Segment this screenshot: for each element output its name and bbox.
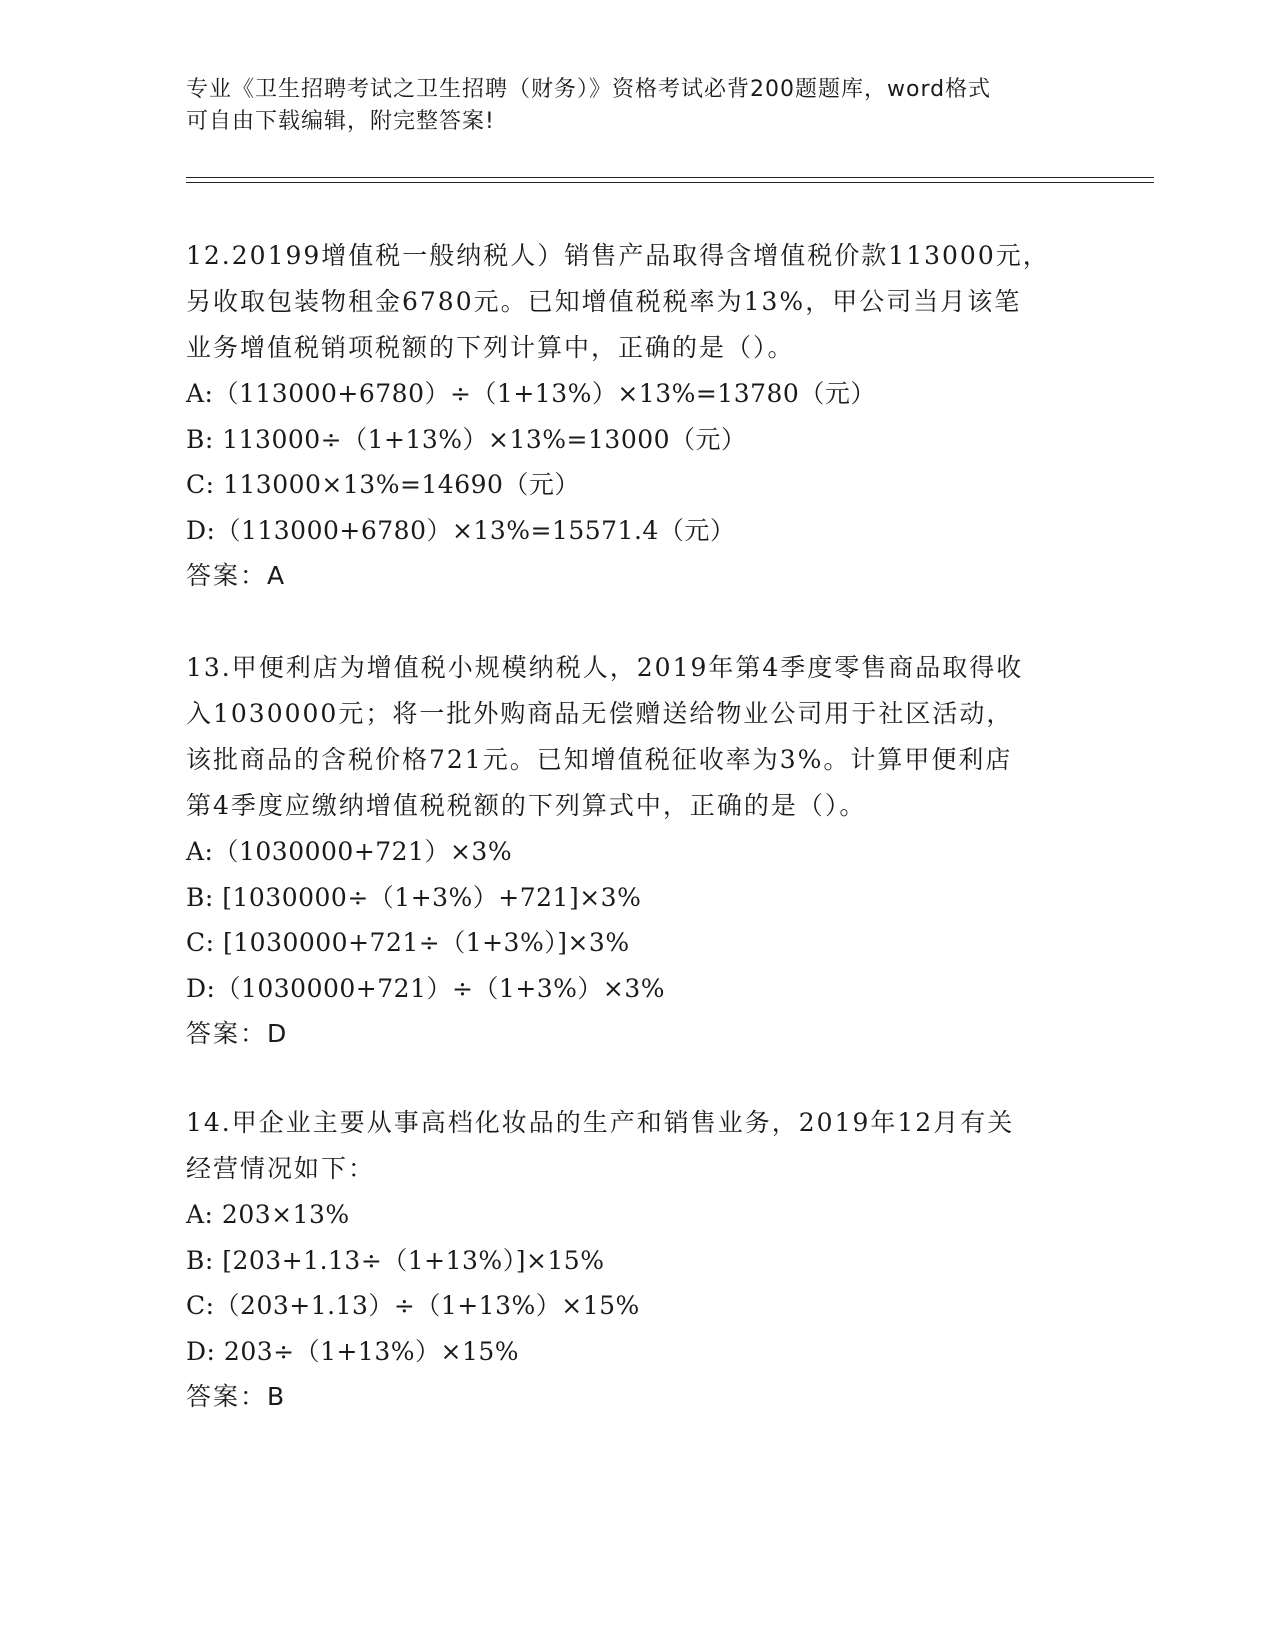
- option-c: C: [1030000+721÷（1+3%）]×3%: [186, 928, 630, 957]
- option-b: B: 113000÷（1+13%）×13%=13000（元）: [186, 424, 747, 454]
- question-stem-line: 经营情况如下：: [186, 1154, 376, 1183]
- question-12: [186, 233, 1086, 599]
- question-stem-line: 业务增值税销项税额的下列计算中，正确的是（）。: [186, 333, 795, 362]
- document-header: [186, 74, 1086, 138]
- question-stem-line: 该批商品的含税价格721元。已知增值税征收率为3%。计算甲便利店: [186, 745, 1013, 774]
- option-b: B: [1030000÷（1+3%）+721]×3%: [186, 882, 642, 912]
- answer-label: 答案：D: [186, 1019, 289, 1048]
- option-b: B: [203+1.13÷（1+13%）]×15%: [186, 1245, 605, 1275]
- option-d: D: 203÷（1+13%）×15%: [186, 1336, 520, 1366]
- header-line: 专业《卫生招聘考试之卫生招聘（财务）》资格考试必背200题题库，word格式: [186, 77, 992, 102]
- option-c: C:（203+1.13）÷（1+13%）×15%: [186, 1291, 640, 1320]
- option-a: A:（113000+6780）÷（1+13%）×13%=13780（元）: [186, 379, 876, 408]
- header-divider: [186, 182, 1154, 183]
- question-stem-line: 另收取包装物租金6780元。已知增值税税率为13%，甲公司当月该笔: [186, 287, 1022, 316]
- header-divider: [186, 177, 1154, 178]
- header-line: 可自由下载编辑，附完整答案!: [186, 109, 495, 134]
- option-a: A:（1030000+721）×3%: [186, 837, 513, 866]
- option-c: C: 113000×13%=14690（元）: [186, 470, 580, 499]
- question-stem-line: 第4季度应缴纳增值税税额的下列算式中，正确的是（）。: [186, 791, 867, 820]
- question-stem-line: 入1030000元；将一批外购商品无偿赠送给物业公司用于社区活动，: [186, 699, 1014, 728]
- option-d: D:（113000+6780）×13%=15571.4（元）: [186, 515, 736, 545]
- answer-label: 答案：A: [186, 561, 287, 590]
- option-a: A: 203×13%: [186, 1200, 350, 1229]
- question-stem-line: 12.20199增值税一般纳税人）销售产品取得含增值税价款113000元，: [186, 241, 1050, 270]
- question-stem-line: 14.甲企业主要从事高档化妆品的生产和销售业务，2019年12月有关: [186, 1108, 1015, 1137]
- question-stem-line: 13.甲便利店为增值税小规模纳税人，2019年第4季度零售商品取得收: [186, 653, 1024, 682]
- question-14: [186, 1100, 1086, 1420]
- question-13: [186, 645, 1086, 1057]
- option-d: D:（1030000+721）÷（1+3%）×3%: [186, 973, 666, 1003]
- answer-label: 答案：B: [186, 1382, 287, 1411]
